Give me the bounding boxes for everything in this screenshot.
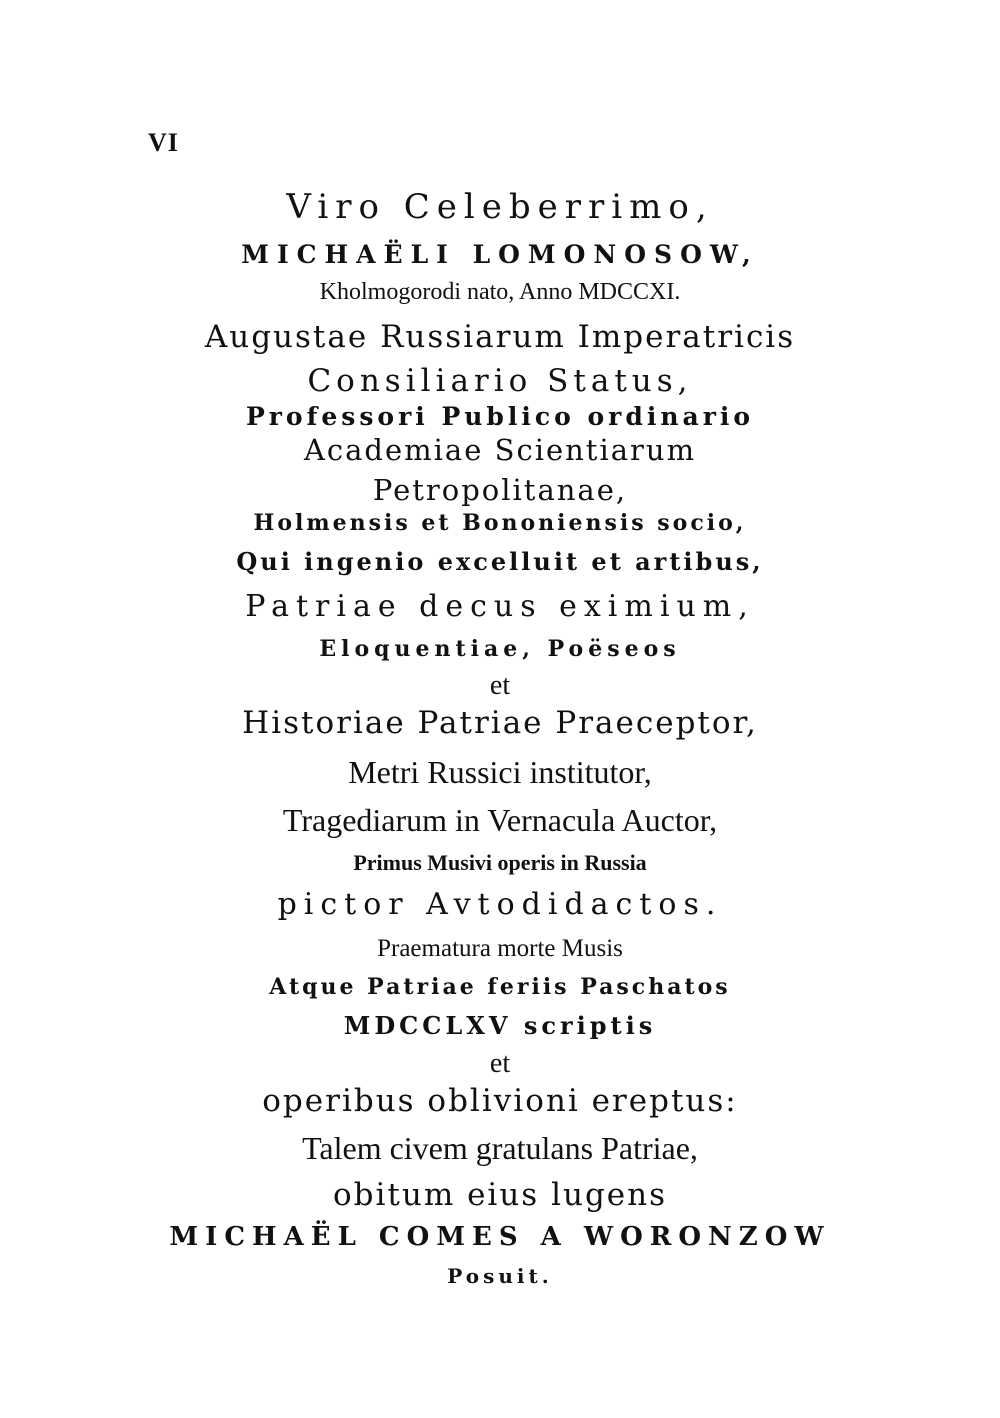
inscription-line: Qui ingenio excelluit et artibus,	[236, 547, 764, 576]
inscription-line: Petropolitanae,	[372, 473, 628, 507]
inscription-line: Atque Patriae feriis Paschatos	[269, 974, 731, 1000]
inscription-line: Eloquentiae, Poëseos	[319, 636, 681, 662]
inscription-line: et	[489, 1048, 511, 1079]
page-number: VI	[148, 128, 179, 157]
inscription-line: Metri Russici institutor,	[348, 754, 652, 790]
inscription-line: Viro Celeberrimo,	[286, 187, 714, 227]
inscription-line: obitum eius lugens	[332, 1177, 668, 1213]
inscription-line: Posuit.	[447, 1264, 553, 1288]
inscription-line: Praematura morte Musis	[377, 935, 623, 962]
inscription-line: Academiae Scientiarum	[303, 433, 697, 467]
inscription-line: Holmensis et Bononiensis socio,	[253, 510, 747, 536]
inscription-line: Professori Publico ordinario	[245, 402, 755, 431]
inscription-line: et	[489, 670, 511, 701]
inscription-line: Primus Musivi operis in Russia	[353, 850, 647, 875]
inscription-line: operibus oblivioni ereptus:	[262, 1083, 738, 1119]
inscription-line: Consiliario Status,	[307, 363, 693, 399]
inscription-line: pictor Avtodidactos.	[277, 887, 723, 922]
inscription-line: Patriae decus eximium,	[245, 589, 755, 624]
inscription-line: Tragediarum in Vernacula Auctor,	[282, 802, 718, 838]
inscription-line: Historiae Patriae Praeceptor,	[242, 705, 758, 741]
inscription-line: MDCCLXV scriptis	[343, 1011, 657, 1040]
inscription-line: Talem civem gratulans Patriae,	[302, 1130, 698, 1166]
inscription-line: Augustae Russiarum Imperatricis	[204, 319, 796, 355]
inscription-line: Kholmogorodi nato, Anno MDCCXI.	[319, 279, 681, 305]
inscription-line: MICHAËLI LOMONOSOW,	[241, 240, 759, 269]
inscription-line: MICHAËL COMES A WORONZOW	[169, 1222, 831, 1252]
